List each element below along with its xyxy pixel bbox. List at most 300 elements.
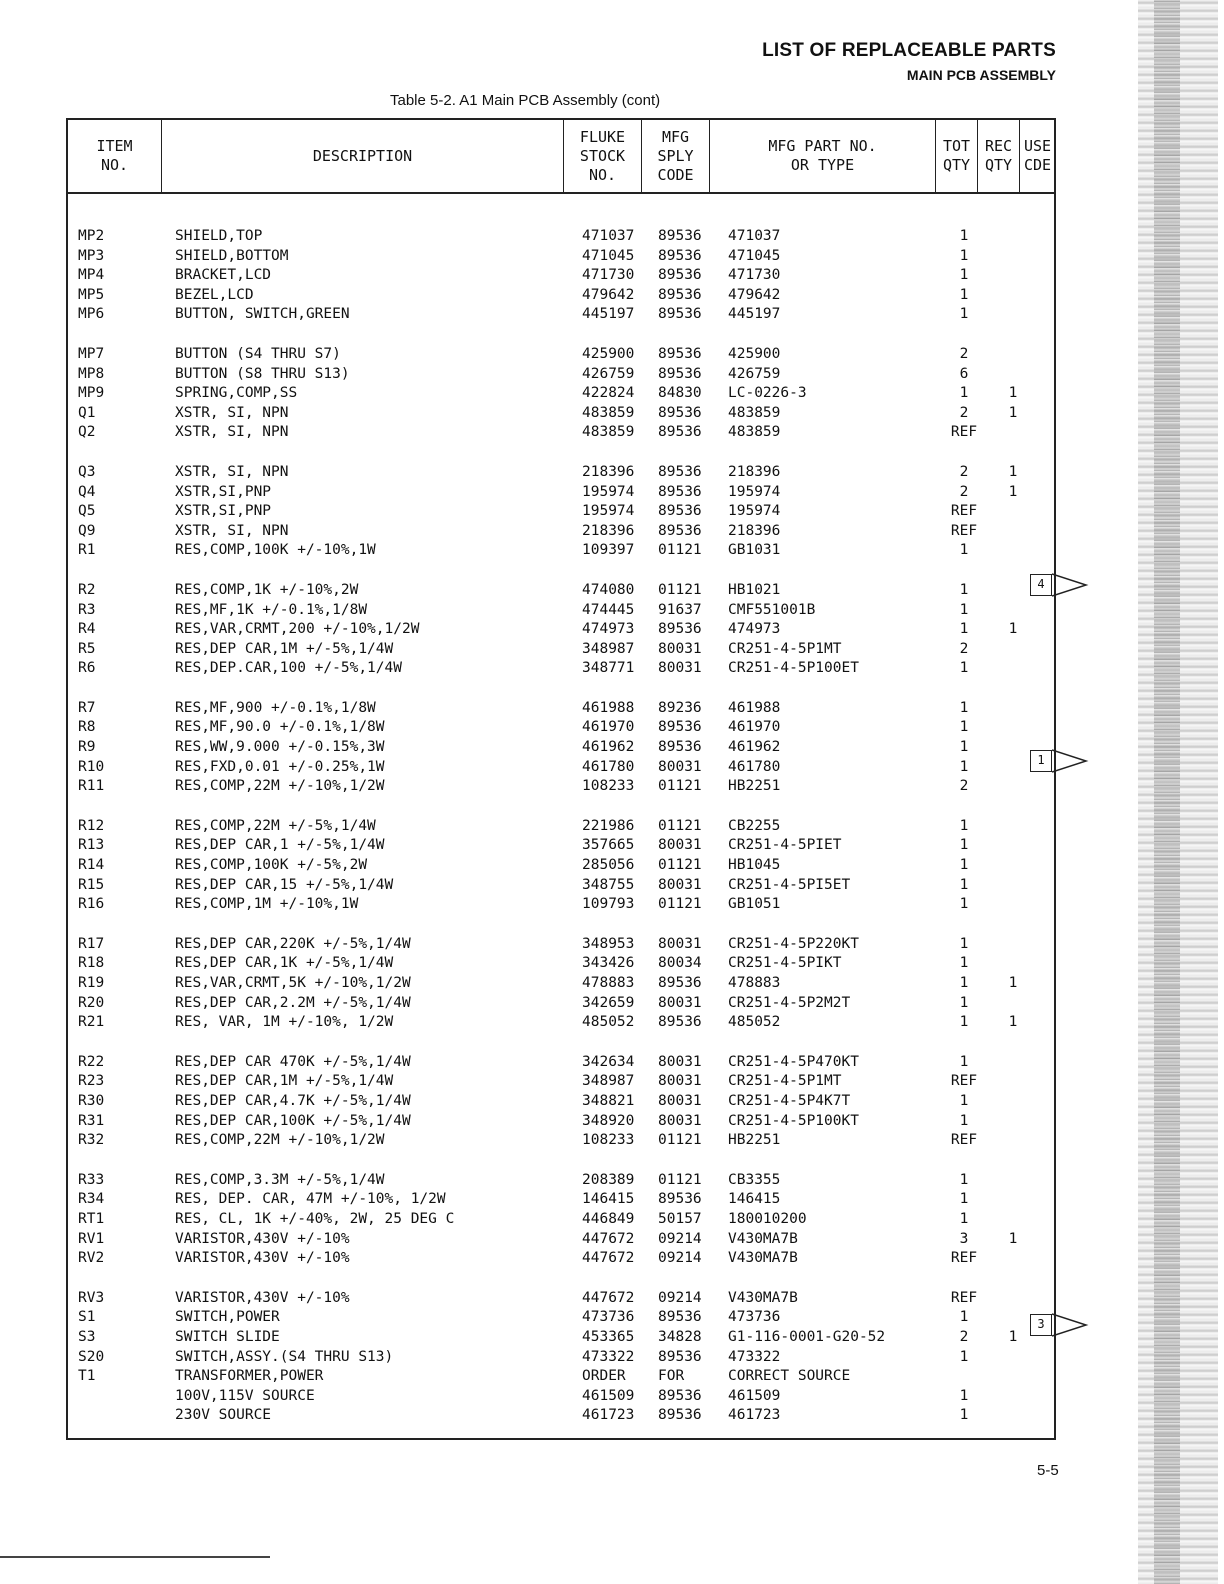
cell-part-no: CR251-4-5P1MT (728, 640, 842, 657)
table-row (68, 1073, 1054, 1093)
cell-mfg-code: 89536 (658, 739, 702, 756)
table-row (68, 975, 1054, 995)
cell-mfg-code: 01121 (658, 1171, 702, 1188)
cell-item-no: R8 (78, 719, 96, 736)
cell-description: RES,DEP CAR 470K +/-5%,1/4W (175, 1053, 411, 1070)
cell-part-no: CR251-4-5PI5ET (728, 876, 851, 893)
cell-rec-qty: 1 (1008, 1328, 1018, 1345)
cell-description: RES,COMP,1K +/-10%,2W (175, 581, 359, 598)
cell-tot-qty: 1 (959, 1210, 969, 1227)
cell-stock-no: 461962 (582, 739, 635, 756)
cell-description: RES,DEP CAR,1M +/-5%,1/4W (175, 1073, 394, 1090)
cell-part-no: V430MA7B (728, 1250, 798, 1267)
cell-mfg-code: 09214 (658, 1230, 702, 1247)
cell-stock-no: 461780 (582, 758, 635, 775)
table-row (68, 346, 1054, 366)
cell-description: RES, DEP. CAR, 47M +/-10%, 1/2W (175, 1191, 446, 1208)
cell-item-no: R31 (78, 1112, 105, 1129)
cell-stock-no: 447672 (582, 1230, 635, 1247)
cell-tot-qty: 2 (959, 1328, 969, 1345)
cell-tot-qty: 1 (959, 1053, 969, 1070)
cell-stock-no: 474080 (582, 581, 635, 598)
cell-item-no: MP4 (78, 267, 105, 284)
cell-stock-no: 357665 (582, 837, 635, 854)
cell-tot-qty: REF (950, 503, 978, 520)
cell-stock-no: 218396 (582, 522, 635, 539)
cell-stock-no: 146415 (582, 1191, 635, 1208)
cell-stock-no: 285056 (582, 857, 635, 874)
cell-tot-qty: 2 (959, 404, 969, 421)
cell-mfg-code: 80031 (658, 758, 702, 775)
cell-part-no: 426759 (728, 365, 781, 382)
cell-stock-no: 195974 (582, 503, 635, 520)
cell-stock-no: 478883 (582, 975, 635, 991)
table-row (68, 405, 1054, 425)
cell-stock-no: 471045 (582, 247, 635, 264)
cell-mfg-code: 89536 (658, 267, 702, 284)
row-group (68, 818, 1054, 916)
cell-mfg-code: 80031 (658, 660, 702, 677)
cell-part-no: CMF551001B (728, 601, 816, 618)
cell-tot-qty: 1 (959, 1112, 969, 1129)
cell-mfg-code: 89536 (658, 424, 702, 441)
cell-item-no: R34 (78, 1191, 105, 1208)
cell-description: RES,DEP CAR,220K +/-5%,1/4W (175, 935, 411, 952)
scan-edge-dark (1154, 0, 1180, 1584)
cell-part-no: 218396 (728, 522, 781, 539)
table-row (68, 1250, 1054, 1270)
cell-description: XSTR, SI, NPN (175, 404, 289, 421)
col-header-rec-qty: REC QTY (978, 120, 1020, 194)
marker-label: 4 (1030, 574, 1052, 596)
cell-rec-qty: 1 (1008, 1230, 1018, 1247)
table-row (68, 1349, 1054, 1369)
cell-tot-qty: 1 (959, 1171, 969, 1188)
cell-description: RES,MF,1K +/-0.1%,1/8W (175, 601, 368, 618)
cell-tot-qty: 1 (959, 739, 969, 756)
cell-description: SHIELD,BOTTOM (175, 247, 289, 264)
cell-part-no: 425900 (728, 345, 781, 362)
cell-description: RES,DEP CAR,1K +/-5%,1/4W (175, 955, 394, 972)
cell-tot-qty: 1 (959, 385, 969, 402)
cell-description: XSTR, SI, NPN (175, 522, 289, 539)
table-row (68, 1014, 1054, 1034)
cell-description: RES,COMP,100K +/-5%,2W (175, 857, 368, 874)
cell-tot-qty: 2 (959, 463, 969, 480)
table-row (68, 228, 1054, 248)
cell-stock-no: 473736 (582, 1309, 635, 1326)
cell-mfg-code: 80031 (658, 1053, 702, 1070)
cell-item-no: R30 (78, 1092, 105, 1109)
cell-description: RES,DEP CAR,4.7K +/-5%,1/4W (175, 1092, 411, 1109)
cell-stock-no: 109793 (582, 896, 635, 913)
cell-stock-no: 109397 (582, 542, 635, 559)
cell-tot-qty: 1 (959, 935, 969, 952)
cell-mfg-code: 01121 (658, 1132, 702, 1149)
table-row (68, 366, 1054, 386)
cell-stock-no: 348987 (582, 1073, 635, 1090)
cell-description: RES,DEP CAR,1M +/-5%,1/4W (175, 640, 394, 657)
scan-bottom-line (0, 1556, 270, 1558)
cell-item-no: R15 (78, 876, 105, 893)
cell-part-no: V430MA7B (728, 1289, 798, 1306)
table-row (68, 602, 1054, 622)
cell-stock-no: 342659 (582, 994, 635, 1011)
cell-item-no: R4 (78, 621, 96, 638)
cell-description: SHIELD,TOP (175, 228, 263, 244)
cell-item-no: R17 (78, 935, 105, 952)
cell-item-no: R32 (78, 1132, 105, 1149)
cell-description: SPRING,COMP,SS (175, 385, 298, 402)
cell-item-no: MP3 (78, 247, 105, 264)
cell-tot-qty: 1 (959, 228, 969, 244)
cell-description: XSTR,SI,PNP (175, 483, 272, 500)
cell-rec-qty: 1 (1008, 975, 1018, 991)
cell-stock-no: 348755 (582, 876, 635, 893)
cell-stock-no: 485052 (582, 1014, 635, 1031)
table-caption: Table 5-2. A1 Main PCB Assembly (cont) (390, 92, 661, 109)
cell-mfg-code: 89536 (658, 1191, 702, 1208)
row-group (68, 700, 1054, 798)
cell-item-no: R16 (78, 896, 105, 913)
cell-tot-qty: 6 (959, 365, 969, 382)
cell-description: RES,DEP CAR,15 +/-5%,1/4W (175, 876, 394, 893)
cell-part-no: 195974 (728, 503, 781, 520)
cell-description: 230V SOURCE (175, 1407, 272, 1424)
row-group (68, 1054, 1054, 1152)
cell-mfg-code: 80031 (658, 994, 702, 1011)
cell-item-no: MP2 (78, 228, 105, 244)
cell-mfg-code: 89536 (658, 503, 702, 520)
table-row (68, 1407, 1054, 1427)
cell-mfg-code: 80031 (658, 876, 702, 893)
cell-part-no: G1-116-0001-G20-52 (728, 1328, 886, 1345)
cell-part-no: CORRECT SOURCE (728, 1368, 851, 1385)
cell-item-no: Q2 (78, 424, 96, 441)
cell-stock-no: 342634 (582, 1053, 635, 1070)
table-row (68, 621, 1054, 641)
cell-item-no: Q1 (78, 404, 96, 421)
cell-mfg-code: 80034 (658, 955, 702, 972)
cell-mfg-code: 89536 (658, 404, 702, 421)
cell-mfg-code: 89536 (658, 365, 702, 382)
cell-mfg-code: 84830 (658, 385, 702, 402)
marker-label: 3 (1030, 1314, 1052, 1336)
cell-mfg-code: 01121 (658, 581, 702, 598)
cell-tot-qty: REF (950, 1289, 978, 1306)
cell-part-no: CR251-4-5P220KT (728, 935, 859, 952)
cell-rec-qty: 1 (1008, 1014, 1018, 1031)
cell-part-no: CR251-4-5P100ET (728, 660, 859, 677)
cell-item-no: R19 (78, 975, 105, 991)
col-header-use-cde: USE CDE (1020, 120, 1056, 194)
cell-stock-no: 474445 (582, 601, 635, 618)
cell-part-no: GB1051 (728, 896, 781, 913)
cell-description: BEZEL,LCD (175, 286, 254, 303)
row-group (68, 228, 1054, 326)
cell-tot-qty: 1 (959, 896, 969, 913)
cell-tot-qty: 1 (959, 699, 969, 716)
table-row (68, 1211, 1054, 1231)
cell-mfg-code: FOR (658, 1368, 685, 1385)
cell-part-no: 473322 (728, 1348, 781, 1365)
cell-item-no: R3 (78, 601, 96, 618)
page-title: LIST OF REPLACEABLE PARTS (762, 40, 1056, 61)
cell-part-no: 473736 (728, 1309, 781, 1326)
table-row (68, 818, 1054, 838)
cell-description: SWITCH,ASSY.(S4 THRU S13) (175, 1348, 394, 1365)
col-header-description: DESCRIPTION (162, 120, 564, 194)
cell-part-no: 218396 (728, 463, 781, 480)
cell-stock-no: 195974 (582, 483, 635, 500)
cell-part-no: 471730 (728, 267, 781, 284)
cell-part-no: 461780 (728, 758, 781, 775)
cell-part-no: CR251-4-5P4K7T (728, 1092, 851, 1109)
cell-part-no: LC-0226-3 (728, 385, 807, 402)
table-row (68, 1093, 1054, 1113)
cell-tot-qty: 1 (959, 1407, 969, 1424)
cell-mfg-code: 89536 (658, 286, 702, 303)
cell-stock-no: 348920 (582, 1112, 635, 1129)
cell-stock-no: ORDER (582, 1368, 626, 1385)
cell-part-no: 478883 (728, 975, 781, 991)
cell-part-no: V430MA7B (728, 1230, 798, 1247)
table-row (68, 641, 1054, 661)
cell-part-no: 485052 (728, 1014, 781, 1031)
cell-part-no: CB2255 (728, 817, 781, 834)
cell-mfg-code: 01121 (658, 817, 702, 834)
cell-description: RES,COMP,22M +/-10%,1/2W (175, 1132, 385, 1149)
cell-stock-no: 348987 (582, 640, 635, 657)
cell-stock-no: 221986 (582, 817, 635, 834)
cell-part-no: 479642 (728, 286, 781, 303)
cell-tot-qty: REF (950, 424, 978, 441)
cell-item-no: Q3 (78, 463, 96, 480)
cell-item-no: R7 (78, 699, 96, 716)
cell-description: BRACKET,LCD (175, 267, 272, 284)
cell-rec-qty: 1 (1008, 404, 1018, 421)
cell-item-no: T1 (78, 1368, 96, 1385)
cell-mfg-code: 89536 (658, 522, 702, 539)
cell-stock-no: 446849 (582, 1210, 635, 1227)
row-group (68, 1290, 1054, 1427)
cell-stock-no: 348821 (582, 1092, 635, 1109)
cell-tot-qty: 1 (959, 286, 969, 303)
cell-tot-qty: 1 (959, 1387, 969, 1404)
marker-arrow-icon (1052, 749, 1112, 773)
col-header-item: ITEM NO. (68, 120, 162, 194)
cell-stock-no: 479642 (582, 286, 635, 303)
cell-tot-qty: 1 (959, 1309, 969, 1326)
cell-item-no: R33 (78, 1171, 105, 1188)
cell-item-no: R12 (78, 817, 105, 834)
cell-part-no: 471045 (728, 247, 781, 264)
cell-tot-qty: 1 (959, 817, 969, 834)
cell-item-no: S3 (78, 1328, 96, 1345)
table-row (68, 759, 1054, 779)
cell-description: BUTTON, SWITCH,GREEN (175, 306, 350, 323)
cell-tot-qty: 1 (959, 1348, 969, 1365)
cell-item-no: R9 (78, 739, 96, 756)
cell-part-no: HB1045 (728, 857, 781, 874)
cell-tot-qty: 1 (959, 621, 969, 638)
cell-mfg-code: 89236 (658, 699, 702, 716)
cell-description: RES, VAR, 1M +/-10%, 1/2W (175, 1014, 394, 1031)
cell-part-no: 461962 (728, 739, 781, 756)
cell-item-no: MP8 (78, 365, 105, 382)
cell-part-no: 461509 (728, 1387, 781, 1404)
cell-item-no: R1 (78, 542, 96, 559)
cell-stock-no: 453365 (582, 1328, 635, 1345)
cell-item-no: RV3 (78, 1289, 105, 1306)
table-row (68, 719, 1054, 739)
cell-description: RES,MF,90.0 +/-0.1%,1/8W (175, 719, 385, 736)
cell-item-no: Q5 (78, 503, 96, 520)
cell-part-no: 461970 (728, 719, 781, 736)
cell-item-no: Q9 (78, 522, 96, 539)
cell-stock-no: 461723 (582, 1407, 635, 1424)
cell-item-no: R21 (78, 1014, 105, 1031)
row-group (68, 464, 1054, 562)
cell-description: RES,COMP,22M +/-5%,1/4W (175, 817, 376, 834)
cell-part-no: HB2251 (728, 778, 781, 795)
cell-stock-no: 445197 (582, 306, 635, 323)
cell-tot-qty: 1 (959, 876, 969, 893)
cell-description: SWITCH,POWER (175, 1309, 280, 1326)
cell-tot-qty: 1 (959, 1014, 969, 1031)
cell-tot-qty: 1 (959, 306, 969, 323)
cell-stock-no: 461509 (582, 1387, 635, 1404)
cell-part-no: CR251-4-5PIET (728, 837, 842, 854)
cell-part-no: CR251-4-5P100KT (728, 1112, 859, 1129)
cell-stock-no: 461970 (582, 719, 635, 736)
table-row (68, 936, 1054, 956)
cell-item-no: MP7 (78, 345, 105, 362)
table-row (68, 1132, 1054, 1152)
cell-item-no: R18 (78, 955, 105, 972)
cell-tot-qty: 1 (959, 660, 969, 677)
table-row (68, 523, 1054, 543)
cell-mfg-code: 80031 (658, 640, 702, 657)
table-row (68, 837, 1054, 857)
col-header-mfg-code: MFG SPLY CODE (642, 120, 710, 194)
cell-mfg-code: 01121 (658, 542, 702, 559)
cell-tot-qty: 2 (959, 345, 969, 362)
cell-tot-qty: REF (950, 1132, 978, 1149)
cell-tot-qty: 1 (959, 267, 969, 284)
table-row (68, 1290, 1054, 1310)
table-row (68, 857, 1054, 877)
cell-mfg-code: 01121 (658, 778, 702, 795)
table-row (68, 1113, 1054, 1133)
cell-item-no: R22 (78, 1053, 105, 1070)
cell-description: RES,FXD,0.01 +/-0.25%,1W (175, 758, 385, 775)
cell-item-no: R6 (78, 660, 96, 677)
cell-item-no: S1 (78, 1309, 96, 1326)
cell-mfg-code: 50157 (658, 1210, 702, 1227)
cell-mfg-code: 80031 (658, 935, 702, 952)
table-row (68, 287, 1054, 307)
cell-mfg-code: 89536 (658, 1309, 702, 1326)
cell-description: RES,VAR,CRMT,5K +/-10%,1/2W (175, 975, 411, 991)
cell-part-no: CR251-4-5P1MT (728, 1073, 842, 1090)
cell-stock-no: 348771 (582, 660, 635, 677)
cell-description: BUTTON (S8 THRU S13) (175, 365, 350, 382)
cell-description: RES,VAR,CRMT,200 +/-10%,1/2W (175, 621, 420, 638)
cell-tot-qty: 1 (959, 955, 969, 972)
cell-description: RES,DEP CAR,1 +/-5%,1/4W (175, 837, 385, 854)
table-row (68, 503, 1054, 523)
cell-tot-qty: 1 (959, 247, 969, 264)
cell-tot-qty: REF (950, 1073, 978, 1090)
cell-tot-qty: 1 (959, 994, 969, 1011)
table-row (68, 582, 1054, 602)
cell-item-no: R5 (78, 640, 96, 657)
cell-stock-no: 483859 (582, 404, 635, 421)
cell-description: RES,DEP CAR,100K +/-5%,1/4W (175, 1112, 411, 1129)
cell-tot-qty: REF (950, 522, 978, 539)
cell-part-no: 461988 (728, 699, 781, 716)
table-row (68, 660, 1054, 680)
cell-mfg-code: 80031 (658, 1073, 702, 1090)
cell-tot-qty: REF (950, 1250, 978, 1267)
row-group (68, 346, 1054, 444)
cell-tot-qty: 1 (959, 581, 969, 598)
cell-mfg-code: 89536 (658, 306, 702, 323)
table-row (68, 778, 1054, 798)
cell-stock-no: 474973 (582, 621, 635, 638)
cell-item-no: RV1 (78, 1230, 105, 1247)
cell-part-no: HB2251 (728, 1132, 781, 1149)
parts-table (66, 118, 1056, 1440)
table-row (68, 896, 1054, 916)
cell-mfg-code: 34828 (658, 1328, 702, 1345)
cell-part-no: 483859 (728, 404, 781, 421)
cell-mfg-code: 80031 (658, 1092, 702, 1109)
cell-mfg-code: 80031 (658, 837, 702, 854)
cell-tot-qty: 2 (959, 483, 969, 500)
table-row (68, 955, 1054, 975)
cell-mfg-code: 91637 (658, 601, 702, 618)
cell-mfg-code: 89536 (658, 483, 702, 500)
cell-item-no: MP9 (78, 385, 105, 402)
cell-description: XSTR,SI,PNP (175, 503, 272, 520)
col-header-tot-qty: TOT QTY (936, 120, 978, 194)
marker-arrow-icon (1052, 1313, 1112, 1337)
cell-tot-qty: 1 (959, 1092, 969, 1109)
table-row (68, 306, 1054, 326)
table-row (68, 1329, 1054, 1349)
cell-description: SWITCH SLIDE (175, 1328, 280, 1345)
row-group (68, 582, 1054, 680)
cell-rec-qty: 1 (1008, 463, 1018, 480)
cell-stock-no: 447672 (582, 1250, 635, 1267)
table-row (68, 464, 1054, 484)
cell-part-no: 461723 (728, 1407, 781, 1424)
cell-stock-no: 208389 (582, 1171, 635, 1188)
cell-description: RES,COMP,1M +/-10%,1W (175, 896, 359, 913)
cell-stock-no: 218396 (582, 463, 635, 480)
col-header-part-no: MFG PART NO. OR TYPE (710, 120, 936, 194)
cell-stock-no: 471730 (582, 267, 635, 284)
cell-description: RES,MF,900 +/-0.1%,1/8W (175, 699, 376, 716)
cell-description: 100V,115V SOURCE (175, 1387, 315, 1404)
cell-mfg-code: 89536 (658, 1387, 702, 1404)
cell-stock-no: 426759 (582, 365, 635, 382)
cell-description: RES, CL, 1K +/-40%, 2W, 25 DEG C (175, 1210, 455, 1227)
cell-stock-no: 108233 (582, 778, 635, 795)
row-group (68, 1172, 1054, 1270)
